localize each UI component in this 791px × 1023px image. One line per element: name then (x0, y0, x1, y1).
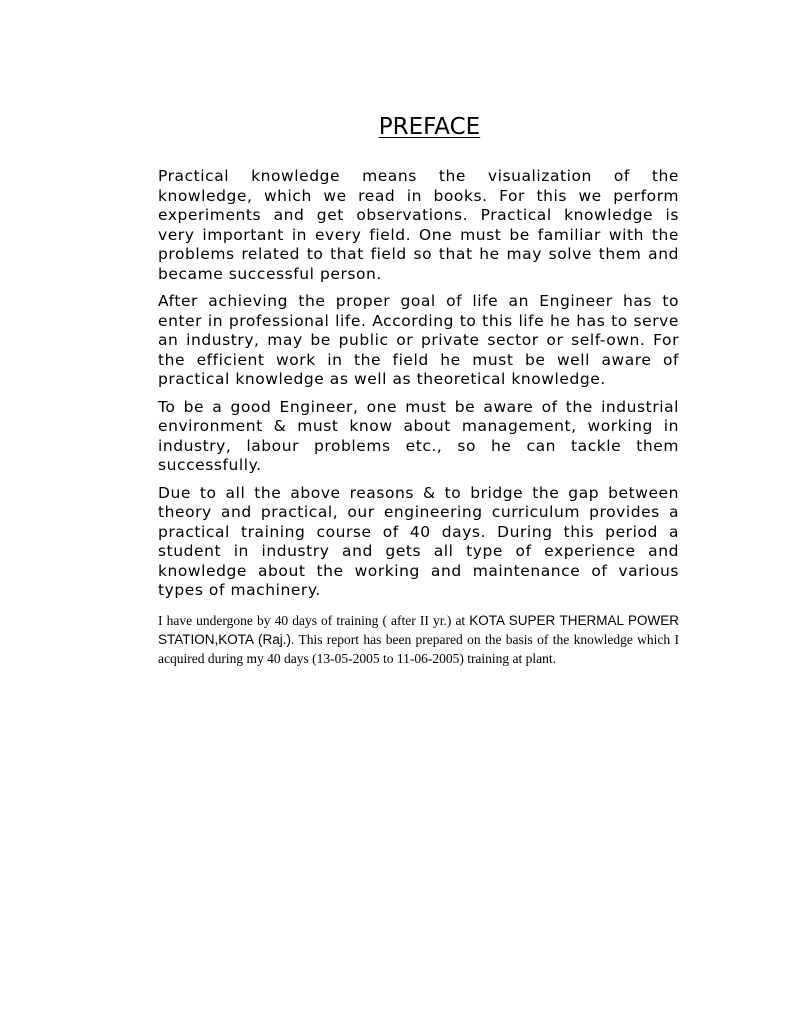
training-report-text-start: I have undergone by 40 days of training ( after II yr.) at (158, 612, 470, 628)
paragraph-training-course: Due to all the above reasons & to bridge the gap between theory and practical, our engineering curriculum provides a practical training course of 40 days. During this period a student in industry and gets all type of experience and knowledge about the working and maintenance of various types of machinery. (158, 483, 679, 599)
paragraph-practical-knowledge: Practical knowledge means the visualization of the knowledge, which we read in books. For this we perform experiments and get observations. Practical knowledge is very important in every field. One must be familiar with the problems related to that field so that he may solve them and became successful person. (158, 167, 679, 283)
training-report-text-end: . This report has been prepared on the basis of the knowledge which I acquired during my 40 days (13-05-2005 to 11-06-2005) training at plant. (158, 631, 679, 666)
page-title: PREFACE (378, 114, 481, 140)
power-station-name: KOTA SUPER THERMAL POWER STATION,KOTA (Raj.) (158, 612, 679, 647)
paragraph-professional-life: After achieving the proper goal of life an Engineer has to enter in professional life. According to this life he has to serve an industry, may be public or private sector or self-own. For the efficient work in the field he must be well aware of practical knowledge as well as theoretical knowledge. (158, 292, 679, 388)
document-body (158, 167, 679, 668)
paragraph-good-engineer: To be a good Engineer, one must be aware of the industrial environment & must know about management, working in industry, labour problems etc., so he can tackle them successfully. (158, 397, 679, 474)
paragraph-training-report (158, 611, 679, 668)
